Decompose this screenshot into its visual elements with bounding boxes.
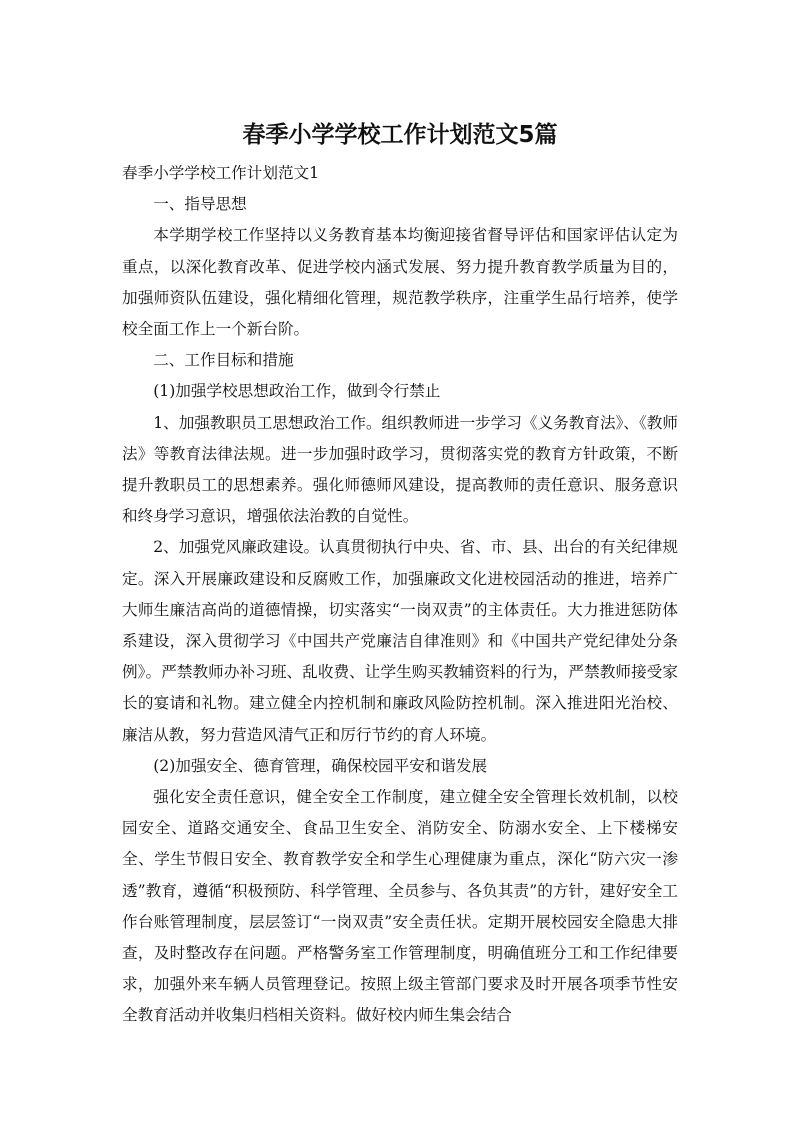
heading-guiding-ideology: 一、指导思想 <box>153 195 247 214</box>
subheading-safety-moral: (2)加强安全、德育管理，确保校园平安和谐发展 <box>153 756 488 775</box>
subheading-political-work: (1)加强学校思想政治工作，做到令行禁止 <box>153 382 441 401</box>
paragraph-safety-management: 强化安全责任意识，健全安全工作制度，建立健全安全管理长效机制，以校园安全、道路交通安全、食品卫生安全、消防安全、防溺水安全、上下楼梯安全、学生节假日安全、教育教学安全和学生心理健康为重点，深化“防六灾一渗透”教育，遵循“积极预防、科学管理、全员参与、各负其责”的方针，建好安全工作台账管理制度，层层签订“一岗双责”安全责任状。定期开展校园安全隐患大排查，及时整改存在问题。严格警务室工作管理制度，明确值班分工和工作纪律要求，加强外来车辆人员管理登记。按照上级主管部门要求及时开展各项季节性安全教育活动并收集归档相关资料。做好校内师生集会结合 <box>122 788 678 1025</box>
document-body <box>122 158 678 1032</box>
paragraph-staff-political-work: 1、加强教职员工思想政治工作。组织教师进一步学习《义务教育法》、《教师法》等教育法律法规。进一步加强时政学习，贯彻落实党的教育方针政策，不断提升教职员工的思想素养。强化师德师风建设，提高教师的责任意识、服务意识和终身学习意识，增强依法治教的自觉性。 <box>122 413 678 526</box>
paragraph-guiding-ideology: 本学期学校工作坚持以义务教育基本均衡迎接省督导评估和国家评估认定为重点，以深化教育改革、促进学校内涵式发展、努力提升教育教学质量为目的，加强师资队伍建设，强化精细化管理，规范教学秩序，注重学生品行培养，使学校全面工作上一个新台阶。 <box>122 226 678 339</box>
heading-goals-measures: 二、工作目标和措施 <box>153 351 294 370</box>
section-subtitle: 春季小学学校工作计划范文1 <box>122 164 320 182</box>
paragraph-integrity-building: 2、加强党风廉政建设。认真贯彻执行中央、省、市、县、出台的有关纪律规定。深入开展廉政建设和反腐败工作，加强廉政文化进校园活动的推进，培养广大师生廉洁高尚的道德情操，切实落实“一岗双责”的主体责任。大力推进惩防体系建设，深入贯彻学习《中国共产党廉洁自律准则》和《中国共产党纪律处分条例》。严禁教师办补习班、乱收费、让学生购买教辅资料的行为，严禁教师接受家长的宴请和礼物。建立健全内控机制和廉政风险防控机制。深入推进阳光治校、廉洁从教，努力营造风清气正和厉行节约的育人环境。 <box>122 538 678 744</box>
document-title: 春季小学学校工作计划范文5篇 <box>242 122 558 148</box>
